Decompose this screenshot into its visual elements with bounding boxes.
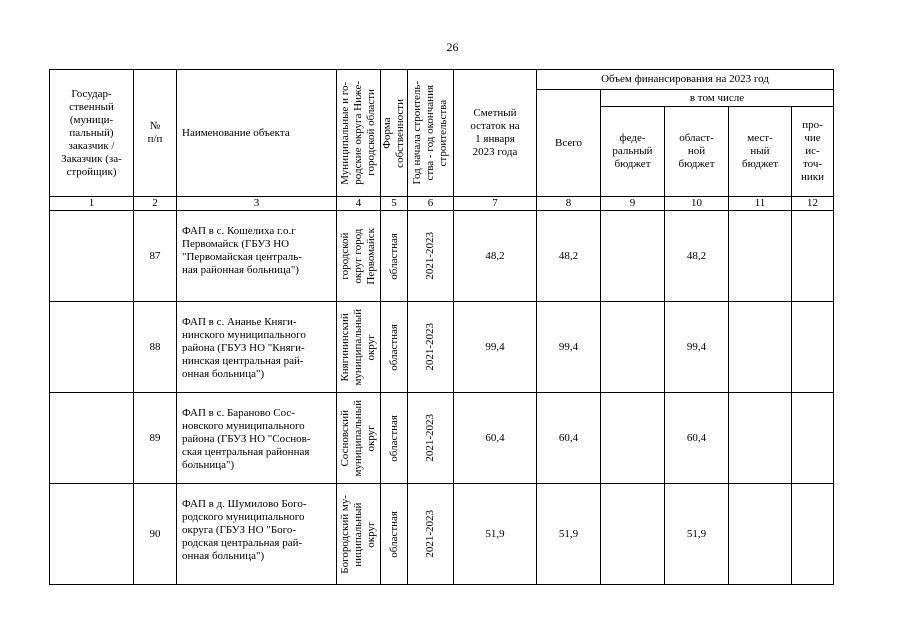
row-balance: 51,9 [454,484,537,585]
table-row [50,484,834,585]
row-local [729,393,792,484]
column-number: 2 [134,197,177,211]
row-other [792,211,834,302]
column-number: 11 [729,197,792,211]
page-number: 26 [446,40,459,54]
row-balance: 99,4 [454,302,537,393]
header-ownership: Форма собственности [381,98,406,168]
row-ownership-cell [381,302,408,393]
header-years-cell [408,70,454,197]
column-number: 6 [408,197,454,211]
row-regional: 51,9 [665,484,729,585]
column-number: 7 [454,197,537,211]
row-years-cell [408,393,454,484]
header-municipality-cell [337,70,381,197]
column-number: 9 [601,197,665,211]
header-total: Всего [537,90,601,197]
row-ownership-cell [381,393,408,484]
row-municipality: Сосновский муниципальный округ [339,399,377,477]
header-municipality: Муниципальные и го- родские округа Ниже- городской области [339,81,377,185]
row-ownership: областная [387,510,400,558]
header-customer: Государ- ственный (муници- пальный) заказчик / Заказчик (за- стройщик) [50,70,134,197]
row-object-name: ФАП в д. Шумилово Бого- родского муниципального округа (ГБУЗ НО "Бого- родская центральная рай- онная больница") [177,484,337,585]
header-years: Год начала строитель- ства - год окончания строительства [411,81,449,185]
row-ownership-cell [381,484,408,585]
row-municipality: Княгининский муниципальный округ [339,308,377,386]
header-federal: феде- ральный бюджет [601,107,665,197]
header-ownership-cell [381,70,408,197]
row-customer [50,302,134,393]
row-object-name: ФАП в с. Кошелиха г.о.г Первомайск (ГБУЗ НО "Первомайская централь- ная районная больница") [177,211,337,302]
column-number: 12 [792,197,834,211]
row-federal [601,393,665,484]
row-balance: 48,2 [454,211,537,302]
row-customer [50,211,134,302]
row-municipality-cell [337,484,381,585]
row-regional: 60,4 [665,393,729,484]
row-other [792,393,834,484]
header-balance: Сметный остаток на 1 января 2023 года [454,70,537,197]
row-num: 90 [134,484,177,585]
column-number: 5 [381,197,408,211]
row-federal [601,484,665,585]
column-number: 3 [177,197,337,211]
row-regional: 48,2 [665,211,729,302]
row-other [792,484,834,585]
row-total: 99,4 [537,302,601,393]
row-regional: 99,4 [665,302,729,393]
header-other: про- чие ис- точ- ники [792,107,834,197]
row-municipality: городской округ город Первомайск [339,227,377,285]
row-object-name: ФАП в с. Ананье Княги- нинского муниципального района (ГБУЗ НО "Княги- нинская центральная рай- онная больница") [177,302,337,393]
header-financing: Объем финансирования на 2023 год [537,70,834,90]
row-ownership: областная [387,414,400,462]
row-years: 2021-2023 [424,510,436,558]
row-balance: 60,4 [454,393,537,484]
row-customer [50,484,134,585]
row-years: 2021-2023 [424,232,436,280]
row-municipality: Богородский му- ниципальный округ [339,494,377,574]
column-number: 4 [337,197,381,211]
header-local: мест- ный бюджет [729,107,792,197]
row-federal [601,302,665,393]
column-number: 10 [665,197,729,211]
row-local [729,484,792,585]
row-total: 60,4 [537,393,601,484]
header-object-name: Наименование объекта [177,70,337,197]
row-ownership: областная [387,323,400,371]
column-number-row [50,197,834,211]
row-municipality-cell [337,211,381,302]
row-customer [50,393,134,484]
financing-table [49,69,834,585]
row-num: 88 [134,302,177,393]
row-federal [601,211,665,302]
table-row [50,302,834,393]
header-regional: област- ной бюджет [665,107,729,197]
row-num: 89 [134,393,177,484]
row-years: 2021-2023 [424,414,436,462]
header-including: в том числе [601,90,834,107]
row-total: 51,9 [537,484,601,585]
row-object-name: ФАП в с. Бараново Сос- новского муниципального района (ГБУЗ НО "Соснов- ская центральная районная больница") [177,393,337,484]
row-num: 87 [134,211,177,302]
row-ownership-cell [381,211,408,302]
table-row [50,211,834,302]
row-municipality-cell [337,302,381,393]
row-years-cell [408,302,454,393]
row-local [729,302,792,393]
row-years-cell [408,211,454,302]
row-municipality-cell [337,393,381,484]
column-number: 8 [537,197,601,211]
row-local [729,211,792,302]
row-years: 2021-2023 [424,323,436,371]
column-number: 1 [50,197,134,211]
row-total: 48,2 [537,211,601,302]
header-num: № п/п [134,70,177,197]
row-years-cell [408,484,454,585]
table-row [50,393,834,484]
row-ownership: областная [387,232,400,280]
row-other [792,302,834,393]
